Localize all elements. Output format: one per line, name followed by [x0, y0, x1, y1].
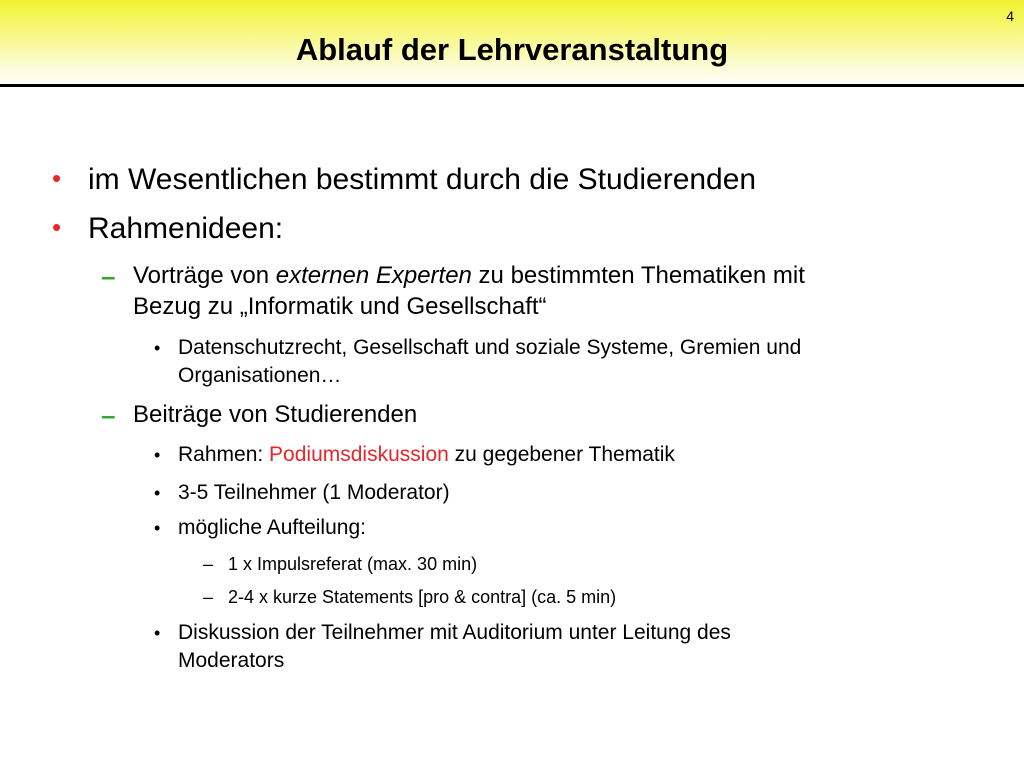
bullet-icon: •	[154, 518, 161, 538]
dash-icon: –	[101, 400, 116, 430]
bullet-icon: •	[154, 338, 161, 358]
bullet-icon: •	[154, 483, 161, 503]
bullet-icon: •	[52, 163, 62, 193]
sub2-label: Beiträge von Studierenden	[133, 401, 418, 428]
bullet-icon: •	[154, 623, 161, 643]
dash-icon: –	[203, 554, 214, 574]
sub1-item-line-1: Datenschutzrecht, Gesellschaft und soziale Systeme, Gremien und	[178, 336, 802, 359]
split-item-2: 2-4 x kurze Statements [pro & contra] (ca. 5 min)	[228, 587, 617, 607]
slide-number: 4	[1006, 8, 1014, 24]
dash-icon: –	[203, 587, 214, 607]
sub2-rahmen-post: zu gegebener Thematik	[448, 443, 675, 466]
sub2-teilnehmer: 3-5 Teilnehmer (1 Moderator)	[178, 481, 450, 504]
bullet-icon: •	[52, 212, 62, 242]
sub2-diskussion-line-1: Diskussion der Teilnehmer mit Auditorium unter Leitung des	[178, 621, 731, 644]
sub1-text-emphasis: externen Experten	[275, 262, 472, 289]
split-item-1: 1 x Impulsreferat (max. 30 min)	[228, 554, 478, 574]
sub1-text-pre: Vorträge von	[133, 262, 276, 289]
sub2-aufteilung: mögliche Aufteilung:	[178, 516, 366, 539]
sub2-rahmen-highlight: Podiumsdiskussion	[269, 443, 449, 466]
dash-icon: –	[101, 261, 116, 291]
sub2-diskussion-line-2: Moderators	[178, 649, 285, 672]
bullet-icon: •	[154, 445, 161, 465]
bullet-text-1: im Wesentlichen bestimmt durch die Studierenden	[88, 163, 757, 196]
sub1-line-1	[133, 262, 805, 290]
sub1-text-post: zu bestimmten Thematiken mit	[471, 262, 805, 289]
sub2-rahmen-pre: Rahmen:	[178, 443, 270, 466]
slide-title: Ablauf der Lehrveranstaltung	[295, 32, 729, 67]
bullet-text-2: Rahmenideen:	[88, 212, 284, 245]
sub1-line-2: Bezug zu „Informatik und Gesellschaft“	[133, 293, 547, 320]
sub1-item-line-2: Organisationen…	[178, 364, 342, 387]
sub2-rahmen	[178, 443, 675, 467]
